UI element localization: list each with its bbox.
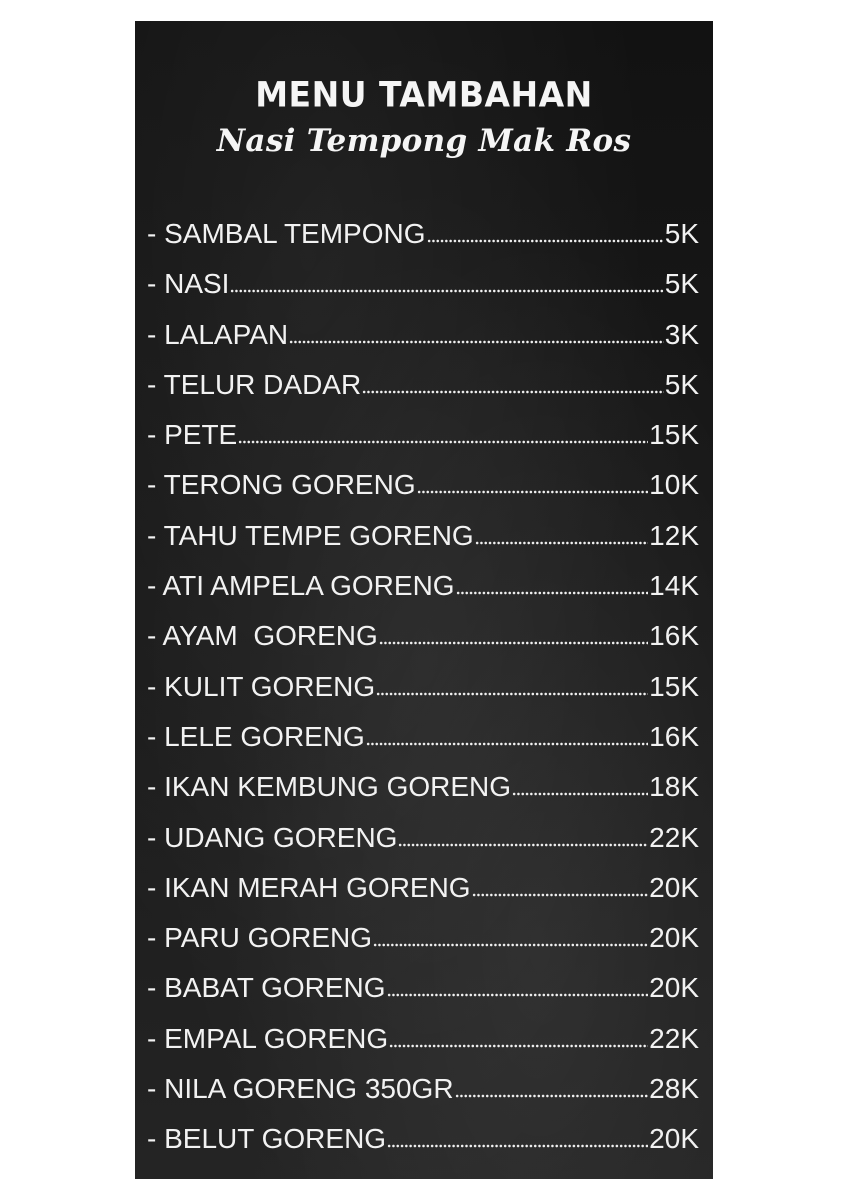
dot-leader bbox=[389, 1043, 648, 1049]
menu-item bbox=[147, 1023, 699, 1073]
item-price: 5K bbox=[664, 218, 699, 249]
menu-item bbox=[147, 218, 699, 268]
item-name: - EMPAL GORENG bbox=[147, 1022, 389, 1054]
item-name: - IKAN KEMBUNG GORENG bbox=[147, 771, 512, 803]
item-name: - LALAPAN bbox=[147, 318, 289, 350]
dot-leader bbox=[472, 892, 649, 898]
item-price: 16K bbox=[649, 620, 699, 652]
item-price: 5K bbox=[664, 368, 699, 400]
item-name: - UDANG GORENG bbox=[147, 821, 398, 853]
item-price: 22K bbox=[649, 821, 699, 853]
dot-leader bbox=[427, 238, 664, 244]
item-name: - PETE bbox=[147, 419, 238, 451]
item-price: 16K bbox=[649, 720, 699, 752]
menu-title: MENU TAMBAHAN bbox=[255, 74, 593, 115]
item-price: 28K bbox=[649, 1073, 699, 1105]
dot-leader bbox=[289, 339, 664, 345]
item-name: - TAHU TEMPE GORENG bbox=[147, 519, 474, 551]
menu-item bbox=[147, 922, 699, 972]
dot-leader bbox=[230, 288, 663, 294]
item-name: - ATI AMPELA GORENG bbox=[147, 570, 455, 602]
item-price: 20K bbox=[649, 1123, 699, 1155]
item-name: - BABAT GORENG bbox=[147, 972, 386, 1004]
menu-item bbox=[147, 721, 699, 771]
item-price: 12K bbox=[649, 519, 699, 551]
dot-leader bbox=[512, 791, 648, 797]
dot-leader bbox=[238, 439, 648, 445]
dot-leader bbox=[455, 1093, 649, 1099]
menu-item bbox=[147, 419, 699, 469]
dot-leader bbox=[456, 590, 649, 596]
item-name: - BELUT GORENG bbox=[147, 1123, 387, 1155]
item-price: 3K bbox=[664, 318, 699, 350]
item-name: - NASI bbox=[147, 268, 230, 300]
menu-item bbox=[147, 369, 699, 419]
dot-leader bbox=[387, 1143, 648, 1149]
item-price: 14K bbox=[649, 570, 699, 602]
menu-item bbox=[147, 620, 699, 670]
menu-item bbox=[147, 671, 699, 721]
item-price: 15K bbox=[649, 419, 699, 451]
menu-item bbox=[147, 771, 699, 821]
dot-leader bbox=[366, 741, 648, 747]
menu-item bbox=[147, 1123, 699, 1173]
menu-item bbox=[147, 319, 699, 369]
item-name: - NILA GORENG 350GR bbox=[147, 1073, 454, 1105]
item-name: - IKAN MERAH GORENG bbox=[147, 871, 471, 903]
menu-board bbox=[135, 21, 713, 1179]
menu-item bbox=[147, 822, 699, 872]
item-price: 20K bbox=[649, 871, 699, 903]
dot-leader bbox=[398, 842, 648, 848]
menu-item bbox=[147, 1073, 699, 1123]
restaurant-name: Nasi Tempong Mak Ros bbox=[216, 123, 632, 159]
item-name: - AYAM GORENG bbox=[147, 620, 378, 652]
menu-item bbox=[147, 972, 699, 1022]
menu-item bbox=[147, 520, 699, 570]
item-price: 22K bbox=[649, 1022, 699, 1054]
dot-leader bbox=[362, 389, 664, 395]
item-price: 20K bbox=[649, 972, 699, 1004]
item-price: 18K bbox=[649, 771, 699, 803]
item-name: - TELUR DADAR bbox=[147, 368, 362, 400]
menu-item bbox=[147, 469, 699, 519]
item-name: - LELE GORENG bbox=[147, 720, 365, 752]
dot-leader bbox=[376, 691, 648, 697]
menu-item bbox=[147, 570, 699, 620]
menu-item-list bbox=[147, 218, 699, 1174]
item-price: 10K bbox=[649, 469, 699, 501]
item-name: - TERONG GORENG bbox=[147, 469, 416, 501]
menu-item bbox=[147, 268, 699, 318]
dot-leader bbox=[475, 540, 648, 546]
item-name: - PARU GORENG bbox=[147, 922, 373, 954]
dot-leader bbox=[417, 489, 649, 495]
item-name: - SAMBAL TEMPONG bbox=[147, 218, 426, 249]
dot-leader bbox=[373, 942, 648, 948]
menu-item bbox=[147, 872, 699, 922]
item-price: 5K bbox=[664, 268, 699, 300]
item-price: 20K bbox=[649, 922, 699, 954]
dot-leader bbox=[379, 640, 648, 646]
item-price: 15K bbox=[649, 670, 699, 702]
dot-leader bbox=[387, 992, 649, 998]
item-name: - KULIT GORENG bbox=[147, 670, 376, 702]
